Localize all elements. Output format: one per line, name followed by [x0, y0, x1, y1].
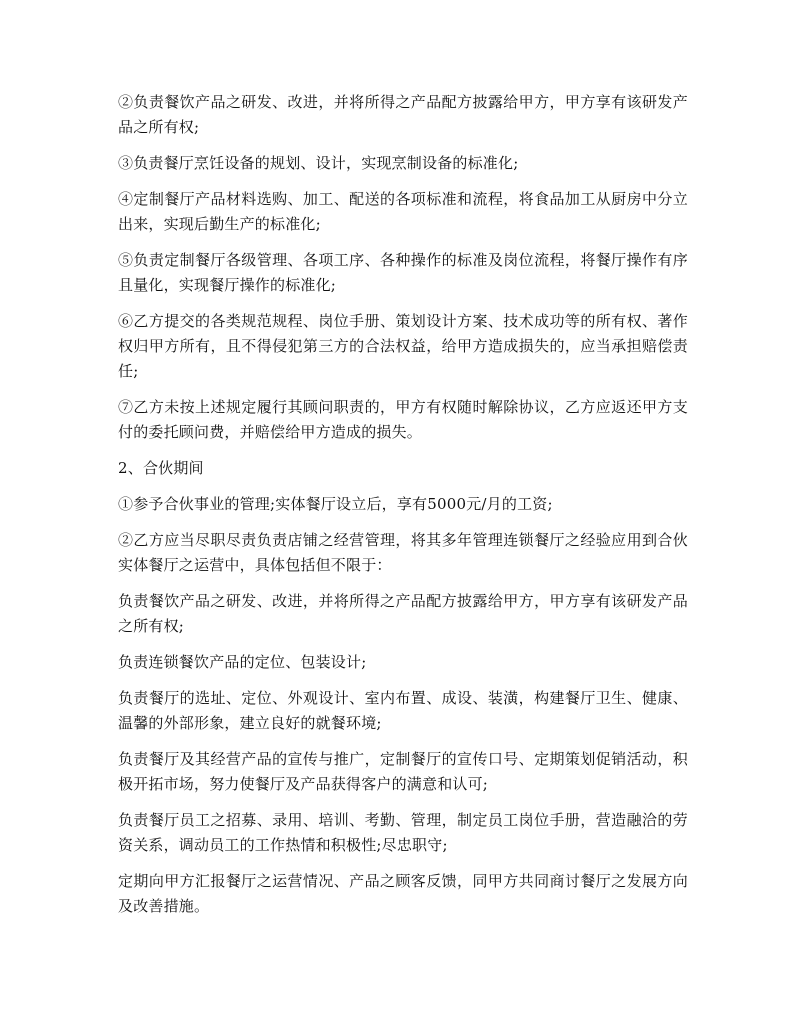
- paragraph-partnership-2: ②乙方应当尽职尽责负责店铺之经营管理，将其多年管理连锁餐厅之经验应用到合伙实体餐厅之运营中，具体包括但不限于：: [118, 531, 688, 574]
- paragraph-duty-site-design: 负责餐厅的选址、定位、外观设计、室内布置、成设、装潢，构建餐厅卫生、健康、温馨的外部形象，建立良好的就餐环境;: [118, 689, 688, 732]
- paragraph-clause-3: ③负责餐厅烹饪设备的规划、设计，实现烹制设备的标准化;: [118, 154, 519, 172]
- paragraph-partnership-1: ①参予合伙事业的管理;实体餐厅设立后，享有5000元/月的工资;: [118, 495, 553, 513]
- paragraph-clause-7: ⑦乙方未按上述规定履行其顾问职责的，甲方有权随时解除协议，乙方应返还甲方支付的委托顾问费，并赔偿给甲方造成的损失。: [118, 398, 688, 441]
- paragraph-duty-staff: 负责餐厅员工之招募、录用、培训、考勤、管理，制定员工岗位手册，营造融洽的劳资关系，调动员工的工作热情和积极性;尽忠职守;: [118, 811, 688, 854]
- paragraph-duty-product-rd: 负责餐饮产品之研发、改进，并将所得之产品配方披露给甲方，甲方享有该研发产品之所有权;: [118, 592, 688, 635]
- paragraph-duty-reporting: 定期向甲方汇报餐厅之运营情况、产品之顾客反馈，同甲方共同商讨餐厅之发展方向及改善措施。: [118, 872, 688, 915]
- document-body: [118, 90, 688, 930]
- section-heading-partnership-period: 2、合伙期间: [118, 459, 204, 477]
- paragraph-clause-5: ⑤负责定制餐厅各级管理、各项工序、各种操作的标准及岗位流程，将餐厅操作有序且量化，实现餐厅操作的标准化;: [118, 251, 688, 294]
- paragraph-clause-6: ⑥乙方提交的各类规范规程、岗位手册、策划设计方案、技术成功等的所有权、著作权归甲方所有，且不得侵犯第三方的合法权益，给甲方造成损失的，应当承担赔偿责任;: [118, 312, 688, 380]
- paragraph-duty-promotion: 负责餐厅及其经营产品的宣传与推广，定制餐厅的宣传口号、定期策划促销活动，积极开拓市场，努力使餐厅及产品获得客户的满意和认可;: [118, 750, 688, 793]
- paragraph-clause-2: ②负责餐饮产品之研发、改进，并将所得之产品配方披露给甲方，甲方享有该研发产品之所有权;: [118, 93, 688, 136]
- paragraph-duty-positioning: 负责连锁餐饮产品的定位、包装设计;: [118, 653, 367, 671]
- paragraph-clause-4: ④定制餐厅产品材料选购、加工、配送的各项标准和流程，将食品加工从厨房中分立出来，实现后勤生产的标准化;: [118, 190, 688, 233]
